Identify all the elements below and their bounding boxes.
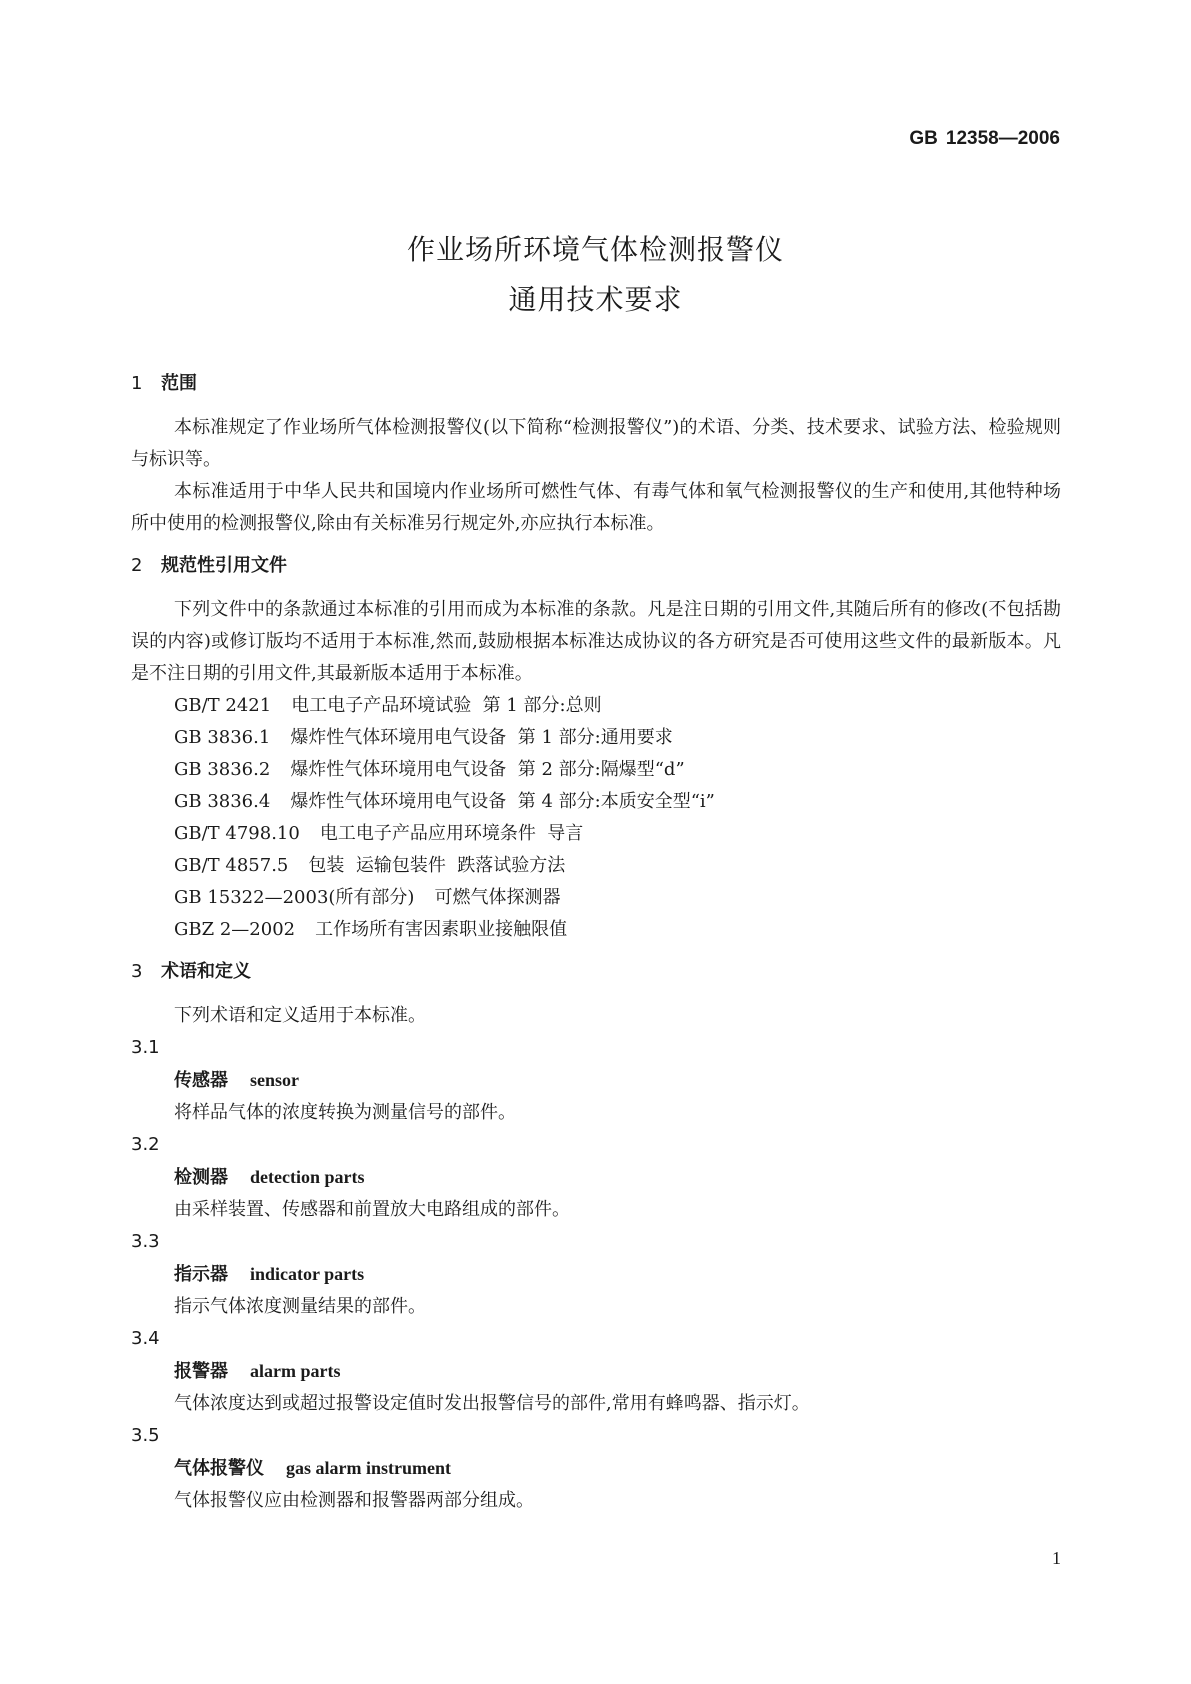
title-line-2: 通用技术要求 [508,283,683,316]
standard-code [909,128,1060,150]
term-zh: 气体报警仪 [174,1458,264,1479]
references-paragraph: 下列文件中的条款通过本标准的引用而成为本标准的条款。凡是注日期的引用文件,其随后所有的修改(不包括勘误的内容)或修订版均不适用于本标准,然而,鼓励根据本标准达成协议的各方研究是否可使用这些文件的最新版本。凡是不注日期的引用文件,其最新版本适用于本标准。 [131,599,1061,684]
reference-item [131,850,1061,882]
term-number: 3.4 [131,1328,160,1349]
term-en: gas alarm instrument [286,1458,451,1478]
term-heading [131,1258,1061,1291]
reference-title: 爆炸性气体环境用电气设备 第 1 部分:通用要求 [290,727,673,748]
reference-title: 爆炸性气体环境用电气设备 第 4 部分:本质安全型“i” [290,791,715,812]
term-heading [131,1064,1061,1097]
reference-code: GB 3836.2 [174,759,271,780]
term-zh: 传感器 [174,1070,228,1091]
scope-paragraph: 本标准适用于中华人民共和国境内作业场所可燃性气体、有毒气体和氧气检测报警仪的生产和使用,其他特种场所中使用的检测报警仪,除由有关标准另行规定外,亦应执行本标准。 [131,481,1061,534]
reference-item [131,882,1061,914]
reference-item [131,754,1061,786]
standard-number: 12358—2006 [945,128,1060,149]
term-number: 3.3 [131,1231,160,1252]
term-zh: 报警器 [174,1361,228,1382]
term-en: indicator parts [250,1264,365,1284]
section-heading-scope [131,368,1061,400]
terms-intro: 下列术语和定义适用于本标准。 [174,1005,426,1026]
section-heading-terms [131,956,1061,988]
term-en: detection parts [250,1167,365,1187]
title-line-1: 作业场所环境气体检测报警仪 [406,233,784,266]
term-definition: 由采样装置、传感器和前置放大电路组成的部件。 [174,1199,570,1220]
section-title: 范围 [161,373,197,394]
section-title: 规范性引用文件 [161,555,287,576]
reference-title: 工作场所有害因素职业接触限值 [315,919,568,940]
reference-title: 电工电子产品环境试验 第 1 部分:总则 [291,695,602,716]
reference-item [131,690,1061,722]
document-body [131,368,1061,1517]
reference-code: GB/T 4798.10 [174,823,300,844]
reference-item [131,786,1061,818]
term-zh: 检测器 [174,1167,228,1188]
term-number: 3.5 [131,1425,160,1446]
term-definition: 将样品气体的浓度转换为测量信号的部件。 [174,1102,516,1123]
reference-code: GBZ 2—2002 [174,919,296,940]
reference-title: 爆炸性气体环境用电气设备 第 2 部分:隔爆型“d” [290,759,685,780]
reference-code: GB 3836.1 [174,727,271,748]
section-number: 1 [131,373,143,394]
term-number: 3.1 [131,1037,160,1058]
reference-item [131,722,1061,754]
term-definition: 气体报警仪应由检测器和报警器两部分组成。 [174,1490,534,1511]
term-heading [131,1161,1061,1194]
term-definition: 气体浓度达到或超过报警设定值时发出报警信号的部件,常用有蜂鸣器、指示灯。 [174,1393,810,1414]
reference-item [131,818,1061,850]
term-en: alarm parts [250,1361,341,1381]
reference-item [131,914,1061,946]
section-title: 术语和定义 [161,961,251,982]
reference-title: 电工电子产品应用环境条件 导言 [319,823,584,844]
reference-code: GB 15322—2003(所有部分) [174,887,415,908]
standard-prefix: GB [909,128,938,149]
term-heading [131,1452,1061,1485]
term-number: 3.2 [131,1134,160,1155]
term-definition: 指示气体浓度测量结果的部件。 [174,1296,426,1317]
reference-code: GB/T 4857.5 [174,855,289,876]
page-number: 1 [1052,1548,1061,1568]
scope-paragraph: 本标准规定了作业场所气体检测报警仪(以下简称“检测报警仪”)的术语、分类、技术要求、试验方法、检验规则与标识等。 [131,417,1061,470]
section-number: 2 [131,555,143,576]
section-number: 3 [131,961,143,982]
term-zh: 指示器 [174,1264,228,1285]
reference-code: GB/T 2421 [174,695,272,716]
document-title [0,225,1191,325]
reference-code: GB 3836.4 [174,791,271,812]
term-heading [131,1355,1061,1388]
reference-title: 可燃气体探测器 [434,887,561,908]
section-heading-normative-references [131,550,1061,582]
term-en: sensor [250,1070,299,1090]
reference-title: 包装 运输包装件 跌落试验方法 [308,855,566,876]
